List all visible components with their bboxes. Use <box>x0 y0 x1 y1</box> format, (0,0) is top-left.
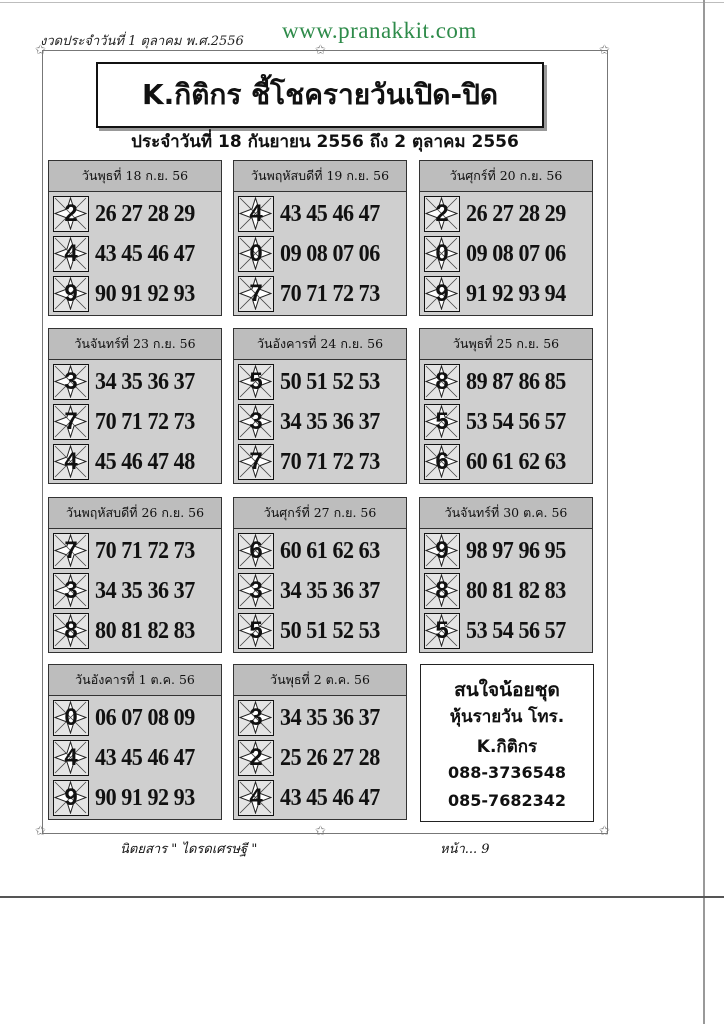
day-card <box>233 160 407 316</box>
number-set: 25 26 27 28 <box>280 744 380 771</box>
lead-digit: 8 <box>435 368 449 395</box>
lead-digit: 6 <box>435 448 449 475</box>
day-card <box>48 160 222 316</box>
number-row <box>234 611 406 651</box>
number-set: 80 81 82 83 <box>466 577 566 604</box>
number-row <box>234 274 406 314</box>
lead-digit-star-icon <box>238 364 274 400</box>
number-set: 53 54 56 57 <box>466 617 566 644</box>
lead-digit: 4 <box>249 200 263 227</box>
number-row <box>420 571 592 611</box>
number-set: 90 91 92 93 <box>95 784 195 811</box>
number-set: 89 87 86 85 <box>466 368 566 395</box>
number-row <box>420 611 592 651</box>
number-set: 34 35 36 37 <box>280 704 380 731</box>
day-card <box>419 497 593 653</box>
number-row <box>49 571 221 611</box>
lead-digit: 7 <box>249 280 263 307</box>
number-row <box>234 571 406 611</box>
ad-subline: หุ้นรายวัน โทร. <box>449 707 565 727</box>
lead-digit-star-icon <box>238 236 274 272</box>
star-ornament-icon: ✩ <box>315 43 326 58</box>
lead-digit-star-icon <box>238 740 274 776</box>
lead-digit: 7 <box>64 408 78 435</box>
number-set: 09 08 07 06 <box>466 240 566 267</box>
lead-digit-star-icon <box>424 236 460 272</box>
star-ornament-icon: ✩ <box>599 43 610 58</box>
number-set: 70 71 72 73 <box>280 448 380 475</box>
lead-digit-star-icon <box>238 780 274 816</box>
scan-edge-right <box>703 0 705 1024</box>
lead-digit: 9 <box>64 784 78 811</box>
number-row <box>49 402 221 442</box>
number-row <box>420 442 592 482</box>
number-set: 70 71 72 73 <box>95 408 195 435</box>
number-set: 91 92 93 94 <box>466 280 566 307</box>
lead-digit-star-icon <box>424 364 460 400</box>
number-set: 34 35 36 37 <box>95 368 195 395</box>
lead-digit: 2 <box>435 200 449 227</box>
number-set: 70 71 72 73 <box>280 280 380 307</box>
day-card-date: วันพฤหัสบดีที่ 19 ก.ย. 56 <box>234 161 406 192</box>
lead-digit: 4 <box>64 448 78 475</box>
day-card <box>419 328 593 484</box>
lead-digit: 4 <box>64 744 78 771</box>
day-card <box>48 497 222 653</box>
day-card-date: วันพุธที่ 25 ก.ย. 56 <box>420 329 592 360</box>
day-card-date: วันศุกร์ที่ 27 ก.ย. 56 <box>234 498 406 529</box>
number-set: 45 46 47 48 <box>95 448 195 475</box>
lead-digit: 3 <box>249 704 263 731</box>
number-set: 98 97 96 95 <box>466 537 566 564</box>
lead-digit: 5 <box>249 617 263 644</box>
lead-digit: 4 <box>249 784 263 811</box>
number-row <box>420 531 592 571</box>
star-ornament-icon: ✩ <box>315 824 326 839</box>
page-number: หน้า... 9 <box>440 842 490 857</box>
number-set: 70 71 72 73 <box>95 537 195 564</box>
ad-name: K.กิติกร <box>476 737 538 757</box>
lead-digit-star-icon <box>53 780 89 816</box>
lead-digit-star-icon <box>53 573 89 609</box>
lead-digit: 9 <box>435 537 449 564</box>
day-card <box>419 160 593 316</box>
lead-digit-star-icon <box>238 276 274 312</box>
issue-date-header: งวดประจำวันที่ 1 ตุลาคม พ.ศ.2556 <box>40 34 244 49</box>
number-row <box>420 194 592 234</box>
lead-digit: 7 <box>64 537 78 564</box>
ad-headline: สนใจน้อยชุด <box>454 679 560 701</box>
day-card <box>233 497 407 653</box>
day-card-date: วันศุกร์ที่ 20 ก.ย. 56 <box>420 161 592 192</box>
number-set: 43 45 46 47 <box>280 784 380 811</box>
lead-digit-star-icon <box>238 196 274 232</box>
scan-edge-bottom <box>0 896 724 898</box>
lead-digit-star-icon <box>238 573 274 609</box>
number-row <box>49 531 221 571</box>
number-row <box>420 234 592 274</box>
lead-digit: 3 <box>249 577 263 604</box>
day-card-date: วันพฤหัสบดีที่ 26 ก.ย. 56 <box>49 498 221 529</box>
number-set: 90 91 92 93 <box>95 280 195 307</box>
lead-digit: 4 <box>64 240 78 267</box>
lead-digit-star-icon <box>53 236 89 272</box>
lead-digit-star-icon <box>424 533 460 569</box>
number-row <box>420 402 592 442</box>
lead-digit: 3 <box>249 408 263 435</box>
number-row <box>234 442 406 482</box>
lead-digit: 3 <box>64 368 78 395</box>
scan-edge-top <box>0 2 724 3</box>
number-row <box>49 194 221 234</box>
day-card <box>233 664 407 820</box>
number-row <box>234 738 406 778</box>
star-ornament-icon: ✩ <box>35 824 46 839</box>
lead-digit: 0 <box>435 240 449 267</box>
day-card <box>48 328 222 484</box>
lead-digit: 5 <box>435 408 449 435</box>
ad-phone-2: 085-7682342 <box>448 791 566 810</box>
contact-ad-box <box>420 664 594 822</box>
lead-digit-star-icon <box>424 613 460 649</box>
lead-digit-star-icon <box>53 196 89 232</box>
day-card-date: วันอังคารที่ 1 ต.ค. 56 <box>49 665 221 696</box>
page-title: K.กิติกร ชี้โชครายวันเปิด-ปิด <box>96 62 544 128</box>
lead-digit-star-icon <box>238 404 274 440</box>
lead-digit-star-icon <box>238 444 274 480</box>
lead-digit-star-icon <box>53 613 89 649</box>
lead-digit-star-icon <box>424 573 460 609</box>
lead-digit: 9 <box>435 280 449 307</box>
lead-digit: 9 <box>64 280 78 307</box>
lead-digit: 5 <box>435 617 449 644</box>
lead-digit: 8 <box>435 577 449 604</box>
lead-digit: 0 <box>249 240 263 267</box>
number-row <box>420 274 592 314</box>
lead-digit: 8 <box>64 617 78 644</box>
day-card-date: วันจันทร์ที่ 23 ก.ย. 56 <box>49 329 221 360</box>
number-row <box>234 194 406 234</box>
lead-digit-star-icon <box>53 444 89 480</box>
lead-digit-star-icon <box>53 533 89 569</box>
day-card <box>48 664 222 820</box>
number-set: 26 27 28 29 <box>95 200 195 227</box>
number-row <box>49 442 221 482</box>
number-set: 60 61 62 63 <box>466 448 566 475</box>
lead-digit-star-icon <box>53 740 89 776</box>
number-set: 50 51 52 53 <box>280 368 380 395</box>
number-set: 34 35 36 37 <box>95 577 195 604</box>
lead-digit-star-icon <box>424 276 460 312</box>
day-card-date: วันพุธที่ 2 ต.ค. 56 <box>234 665 406 696</box>
lead-digit-star-icon <box>424 404 460 440</box>
day-card-date: วันพุธที่ 18 ก.ย. 56 <box>49 161 221 192</box>
lead-digit-star-icon <box>53 404 89 440</box>
number-row <box>49 698 221 738</box>
lead-digit-star-icon <box>238 533 274 569</box>
lead-digit-star-icon <box>238 700 274 736</box>
magazine-footer: นิตยสาร " ไดรดเศรษฐี " <box>120 842 258 857</box>
lead-digit: 5 <box>249 368 263 395</box>
lead-digit: 6 <box>249 537 263 564</box>
lead-digit-star-icon <box>53 700 89 736</box>
number-row <box>49 274 221 314</box>
number-set: 43 45 46 47 <box>95 240 195 267</box>
number-set: 43 45 46 47 <box>95 744 195 771</box>
lead-digit: 0 <box>64 704 78 731</box>
day-card-date: วันจันทร์ที่ 30 ต.ค. 56 <box>420 498 592 529</box>
lead-digit-star-icon <box>424 196 460 232</box>
number-set: 09 08 07 06 <box>280 240 380 267</box>
number-set: 50 51 52 53 <box>280 617 380 644</box>
number-row <box>49 234 221 274</box>
number-set: 34 35 36 37 <box>280 408 380 435</box>
lead-digit: 3 <box>64 577 78 604</box>
number-set: 60 61 62 63 <box>280 537 380 564</box>
number-row <box>49 611 221 651</box>
number-set: 34 35 36 37 <box>280 577 380 604</box>
date-range-subtitle: ประจำวันที่ 18 กันยายน 2556 ถึง 2 ตุลาคม 2556 <box>131 132 519 152</box>
number-row <box>234 778 406 818</box>
lead-digit: 7 <box>249 448 263 475</box>
lead-digit-star-icon <box>53 364 89 400</box>
lead-digit: 2 <box>249 744 263 771</box>
star-ornament-icon: ✩ <box>599 824 610 839</box>
lead-digit-star-icon <box>238 613 274 649</box>
number-set: 53 54 56 57 <box>466 408 566 435</box>
number-set: 43 45 46 47 <box>280 200 380 227</box>
number-row <box>234 698 406 738</box>
number-row <box>49 778 221 818</box>
lead-digit-star-icon <box>424 444 460 480</box>
lead-digit: 2 <box>64 200 78 227</box>
day-card <box>233 328 407 484</box>
number-row <box>234 234 406 274</box>
lead-digit-star-icon <box>53 276 89 312</box>
number-set: 26 27 28 29 <box>466 200 566 227</box>
number-row <box>49 738 221 778</box>
number-row <box>234 402 406 442</box>
star-ornament-icon: ✩ <box>35 43 46 58</box>
number-row <box>234 531 406 571</box>
ad-phone-1: 088-3736548 <box>448 763 566 782</box>
number-row <box>49 362 221 402</box>
number-row <box>420 362 592 402</box>
number-set: 80 81 82 83 <box>95 617 195 644</box>
number-set: 06 07 08 09 <box>95 704 195 731</box>
day-card-date: วันอังคารที่ 24 ก.ย. 56 <box>234 329 406 360</box>
number-row <box>234 362 406 402</box>
website-url[interactable]: www.pranakkit.com <box>282 18 477 43</box>
